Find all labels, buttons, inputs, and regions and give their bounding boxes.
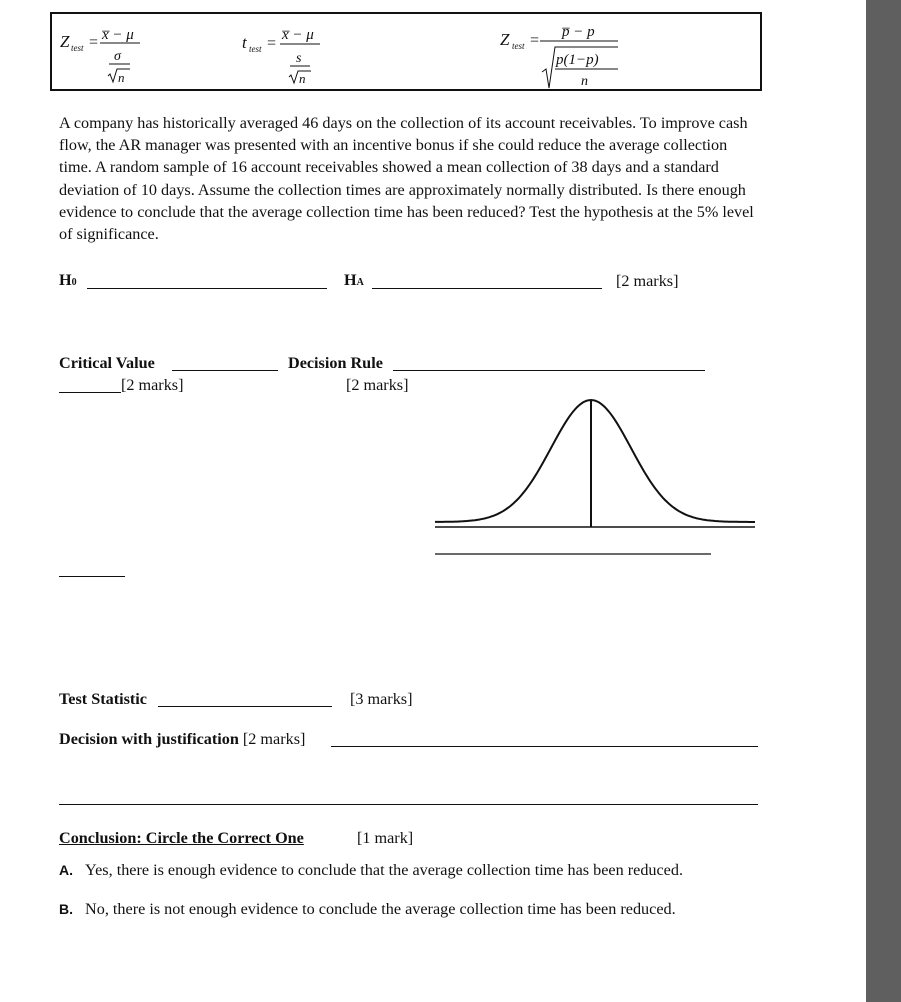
formula-equations (52, 14, 764, 93)
critical-value-answer-line[interactable] (172, 370, 278, 371)
svg-text:=: = (529, 32, 540, 49)
ha-label: HA (344, 271, 364, 289)
decision-answer-line-2[interactable] (59, 804, 758, 805)
conclusion-label: Conclusion: Circle the Correct One (59, 829, 304, 847)
zp-den-bottom: n (581, 74, 588, 89)
t-den-bottom: n (299, 71, 306, 86)
option-a[interactable] (59, 862, 683, 878)
ha-answer-line[interactable] (372, 288, 602, 289)
hypotheses-marks: [2 marks] (616, 272, 679, 290)
h0-label: H0 (59, 271, 77, 289)
decision-answer-line[interactable] (331, 746, 758, 747)
extra-answer-line[interactable] (59, 576, 125, 577)
bell-curve (435, 400, 755, 522)
problem-statement: A company has historically averaged 46 days on the collection of its account receivables. To improve cash flow, the AR manager was presented with an incentive bonus if she could reduce the average collection time. A random sample of 16 account receivables showed a mean collection of 38 days and a standard deviation of 10 days. Assume the collection times are approximately normally distributed. Is there enough evidence to conclude that the average collection time has been reduced? Test the hypothesis at the 5% level of significance. (59, 114, 754, 244)
t-den-top: s (296, 51, 302, 66)
z-test-proportion-formula (500, 24, 618, 89)
t-test-formula (242, 27, 320, 86)
critical-value-answer-line-2[interactable] (59, 392, 121, 393)
svg-text:=: = (266, 35, 277, 52)
decision-rule-answer-line[interactable] (393, 370, 705, 371)
option-a-letter: A. (59, 862, 73, 878)
formula-box (50, 12, 762, 91)
z-numerator: x̅ − μ (102, 27, 134, 43)
right-scrollbar-panel (866, 0, 901, 1002)
test-statistic-marks: [3 marks] (350, 690, 413, 708)
zp-den-top: p(1−p) (556, 52, 599, 68)
zp-numerator: p̅ − p (562, 24, 595, 40)
normal-curve-sketch (430, 392, 760, 562)
z-lhs: Z (60, 32, 70, 51)
option-b-text: No, there is not enough evidence to conclude the average collection time has been reduced. (85, 900, 676, 918)
test-statistic-answer-line[interactable] (158, 706, 332, 707)
z-den-top: σ (114, 49, 121, 64)
option-b-letter: B. (59, 901, 73, 917)
critical-value-label: Critical Value (59, 354, 155, 372)
zp-sub: test (512, 41, 525, 51)
decision-label: Decision with justification [2 marks] (59, 730, 306, 748)
t-numerator: x̅ − μ (282, 27, 314, 43)
z-test-mean-formula (60, 27, 140, 85)
decision-rule-marks: [2 marks] (346, 376, 409, 394)
z-den-bottom: n (118, 70, 125, 85)
zp-lhs: Z (500, 30, 510, 49)
svg-text:=: = (88, 34, 99, 51)
conclusion-marks: [1 mark] (357, 829, 414, 847)
t-lhs: t (242, 33, 247, 52)
z-sub: test (71, 43, 84, 53)
option-b[interactable] (59, 901, 676, 917)
test-statistic-label: Test Statistic (59, 690, 147, 708)
h0-answer-line[interactable] (87, 288, 327, 289)
critical-value-marks: [2 marks] (121, 376, 184, 394)
decision-rule-label: Decision Rule (288, 354, 383, 372)
t-sub: test (249, 44, 262, 54)
option-a-text: Yes, there is enough evidence to conclude that the average collection time has been reduced. (85, 861, 684, 879)
